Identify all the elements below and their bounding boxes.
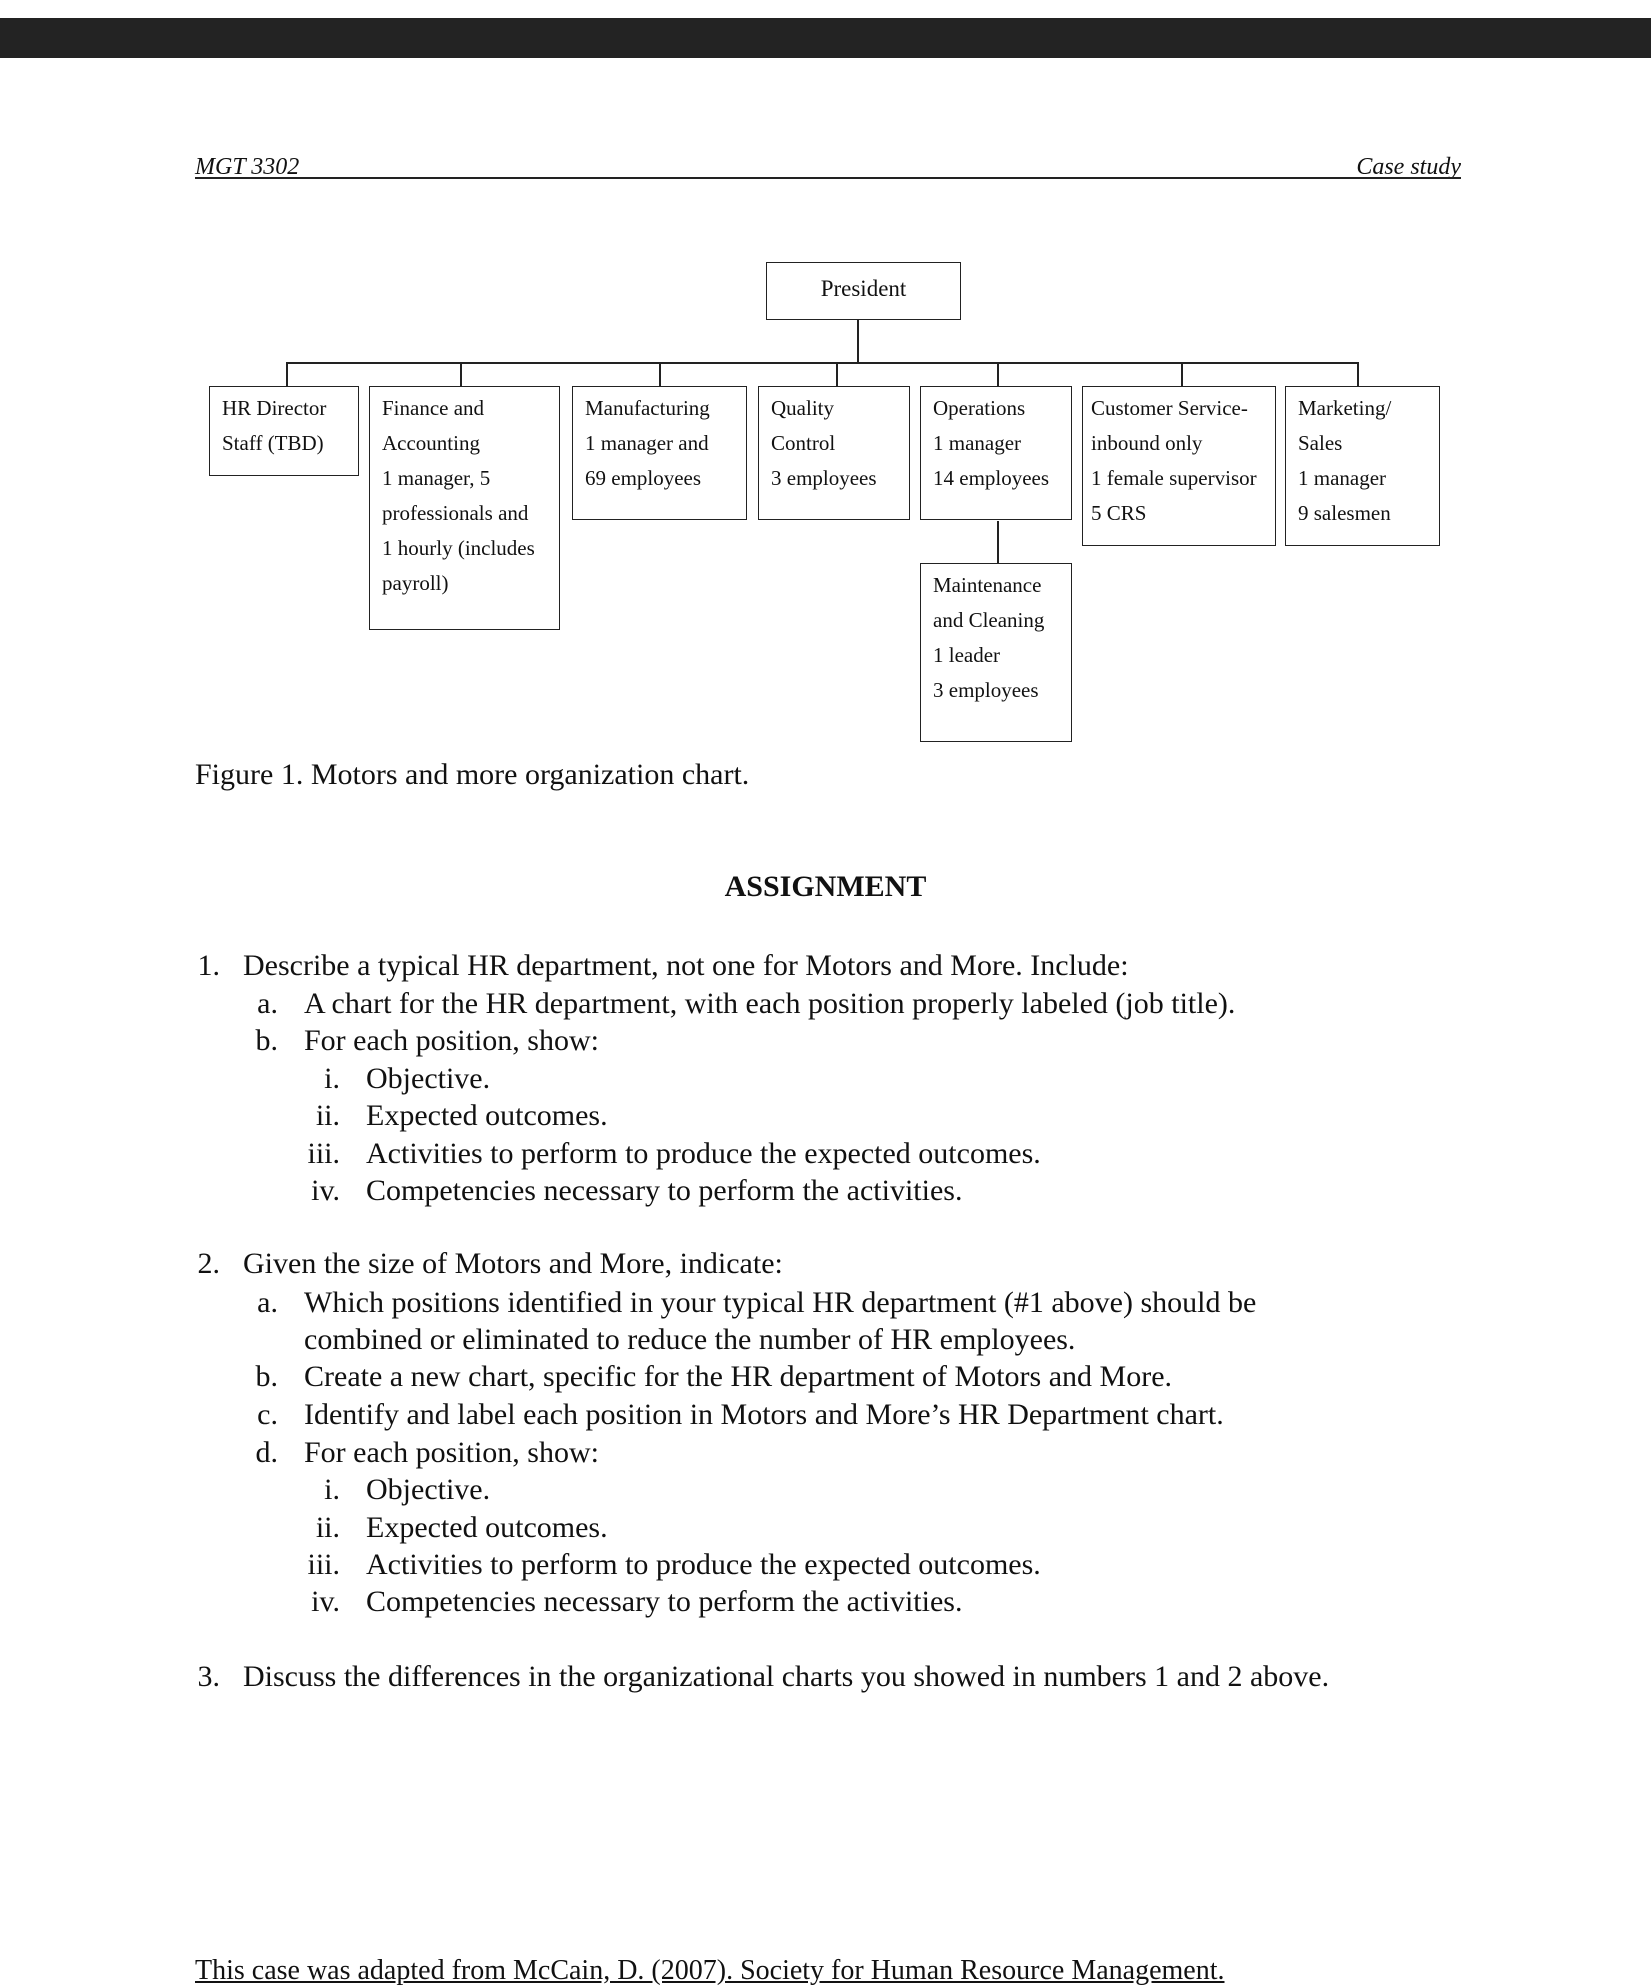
connector-marketing xyxy=(1357,362,1359,386)
org-box-line: 9 salesmen xyxy=(1298,501,1391,525)
connector-maintenance xyxy=(997,521,999,563)
list-number: iv. xyxy=(311,1585,340,1618)
org-box-line: inbound only xyxy=(1091,431,1203,455)
list-number: d. xyxy=(255,1436,278,1469)
org-box-quality xyxy=(758,386,910,520)
org-box-line: Maintenance xyxy=(933,573,1042,597)
list-text: combined or eliminated to reduce the number of HR employees. xyxy=(304,1323,1076,1356)
connector-operations xyxy=(997,362,999,386)
list-number: a. xyxy=(257,987,278,1020)
connector-finance xyxy=(460,362,462,386)
list-number: iii. xyxy=(307,1137,340,1170)
org-box-president-label: President xyxy=(820,276,907,301)
org-box-customer-service xyxy=(1082,386,1276,546)
list-number: b. xyxy=(255,1360,278,1393)
list-text: Competencies necessary to perform the activities. xyxy=(366,1585,963,1618)
list-number: c. xyxy=(257,1398,278,1431)
org-box-line: Quality xyxy=(771,396,834,420)
org-box-line: 69 employees xyxy=(585,466,702,490)
org-box-line: HR Director xyxy=(222,396,327,420)
org-chart xyxy=(0,0,1651,800)
list-text: Expected outcomes. xyxy=(366,1511,608,1544)
list-number: i. xyxy=(324,1062,340,1095)
org-box-line: 1 manager, 5 xyxy=(382,466,491,490)
connector-president-down xyxy=(857,320,859,363)
list-text: Which positions identified in your typical HR department (#1 above) should be xyxy=(304,1286,1257,1319)
list-text: For each position, show: xyxy=(304,1436,599,1469)
org-box-line: 1 manager xyxy=(1298,466,1387,490)
org-box-line: 5 CRS xyxy=(1091,501,1147,525)
org-box-line: 1 hourly (includes xyxy=(382,536,535,560)
org-box-line: Customer Service- xyxy=(1091,396,1248,420)
list-text: Activities to perform to produce the expected outcomes. xyxy=(366,1137,1041,1170)
org-box-operations xyxy=(920,386,1072,520)
org-box-line: professionals and xyxy=(382,501,529,525)
org-box-president xyxy=(766,262,961,320)
list-text: Activities to perform to produce the expected outcomes. xyxy=(366,1548,1041,1581)
list-text: Expected outcomes. xyxy=(366,1099,608,1132)
org-box-maintenance xyxy=(920,563,1072,742)
org-box-finance xyxy=(369,386,560,630)
list-number: ii. xyxy=(315,1099,340,1132)
connector-customer xyxy=(1181,362,1183,386)
list-text: Objective. xyxy=(366,1062,491,1095)
connector-horizontal xyxy=(286,362,1359,364)
org-box-marketing xyxy=(1285,386,1440,546)
connector-quality xyxy=(836,362,838,386)
connector-hr xyxy=(286,362,288,386)
org-box-line: and Cleaning xyxy=(933,608,1045,632)
source-footnote: This case was adapted from McCain, D. (2007). Society for Human Resource Management. xyxy=(195,1955,1225,1986)
org-box-line: 3 employees xyxy=(771,466,877,490)
org-box-line: 1 leader xyxy=(933,643,1001,667)
org-box-line: 3 employees xyxy=(933,678,1039,702)
org-box-line: Finance and xyxy=(382,396,485,420)
org-box-line: Marketing/ xyxy=(1298,396,1392,420)
figure-caption: Figure 1. Motors and more organization chart. xyxy=(195,758,750,791)
list-text: Discuss the differences in the organizational charts you showed in numbers 1 and 2 above. xyxy=(243,1660,1330,1693)
list-number: b. xyxy=(255,1024,278,1057)
course-code: MGT 3302 xyxy=(195,154,300,180)
list-number: a. xyxy=(257,1286,278,1319)
org-box-line: Operations xyxy=(933,396,1026,420)
org-box-line: Sales xyxy=(1298,431,1343,455)
org-box-hr xyxy=(209,386,359,476)
list-text: Describe a typical HR department, not one for Motors and More. Include: xyxy=(243,949,1129,982)
assignment-title: ASSIGNMENT xyxy=(724,870,927,903)
list-number: 1. xyxy=(197,949,220,982)
list-text: Given the size of Motors and More, indicate: xyxy=(243,1247,783,1280)
list-text: For each position, show: xyxy=(304,1024,599,1057)
list-text: A chart for the HR department, with each position properly labeled (job title). xyxy=(304,987,1236,1020)
org-box-line: 14 employees xyxy=(933,466,1050,490)
list-number: 3. xyxy=(197,1660,220,1693)
org-box-line: Accounting xyxy=(382,431,480,455)
list-text: Identify and label each position in Motors and More’s HR Department chart. xyxy=(304,1398,1224,1431)
org-box-manufacturing xyxy=(572,386,747,520)
list-number: i. xyxy=(324,1473,340,1506)
list-text: Competencies necessary to perform the activities. xyxy=(366,1174,963,1207)
list-number: 2. xyxy=(197,1247,220,1280)
list-text: Create a new chart, specific for the HR department of Motors and More. xyxy=(304,1360,1173,1393)
org-box-line: payroll) xyxy=(382,571,449,595)
list-number: ii. xyxy=(315,1511,340,1544)
org-box-line: 1 manager xyxy=(933,431,1022,455)
list-number: iv. xyxy=(311,1174,340,1207)
org-box-line: Staff (TBD) xyxy=(222,431,324,455)
connector-manufacturing xyxy=(659,362,661,386)
document-type: Case study xyxy=(1356,154,1461,180)
list-number: iii. xyxy=(307,1548,340,1581)
org-box-line: 1 manager and xyxy=(585,431,709,455)
org-box-line: 1 female supervisor xyxy=(1091,466,1257,490)
list-text: Objective. xyxy=(366,1473,491,1506)
org-box-line: Control xyxy=(771,431,836,455)
org-box-line: Manufacturing xyxy=(585,396,710,420)
